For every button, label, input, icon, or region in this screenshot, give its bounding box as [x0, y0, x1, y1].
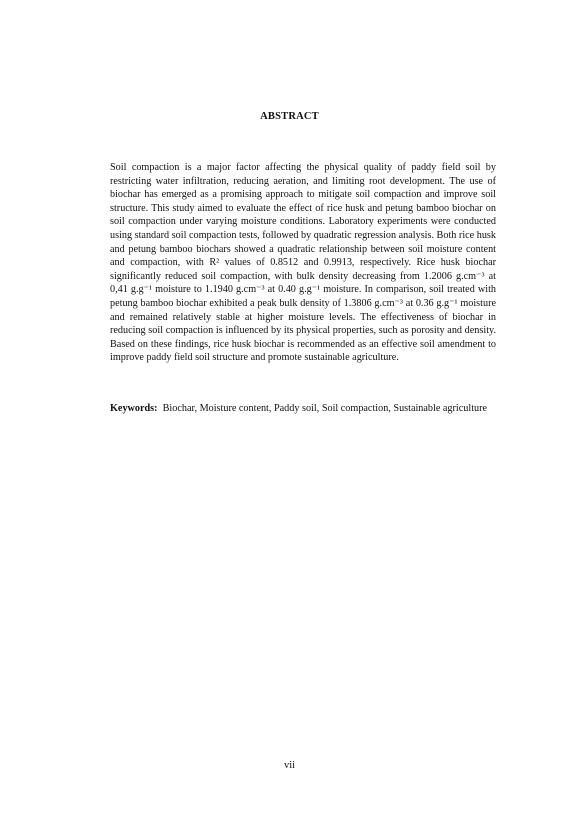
page-number: vii: [283, 760, 296, 771]
abstract-body: Soil compaction is a major factor affecting the physical quality of paddy field soil by restricting water infiltration, reducing aeration, and limiting root development. The use of biochar has emerged as a promising approach to mitigate soil compaction and improve soil structure. This study aimed to evaluate the effect of rice husk and petung bamboo biochar on soil compaction under varying moisture conditions. Laboratory experiments were conducted using standard soil compaction tests, followed by quadratic regression analysis. Both rice husk and petung bamboo biochars showed a quadratic relationship between soil moisture content and compaction, with R² values of 0.8512 and 0.9913, respectively. Rice husk biochar significantly reduced soil compaction, with bulk density decreasing from 1.2006 g.cm⁻³ at 0,41 g.g⁻¹ moisture to 1.1940 g.cm⁻³ at 0.40 g.g⁻¹ moisture. In comparison, soil treated with petung bamboo biochar exhibited a peak bulk density of 1.3806 g.cm⁻³ at 0.36 g.g⁻¹ moisture and remained relatively stable at higher moisture levels. The effectiveness of biochar in reducing soil compaction is influenced by its physical properties, such as porosity and density. Based on these findings, rice husk biochar is recommended as an effective soil amendment to improve paddy field soil structure and promote sustainable agriculture.: [110, 162, 496, 364]
keywords-paragraph: [110, 402, 496, 416]
keywords-label: Keywords:: [110, 403, 158, 414]
abstract-title: ABSTRACT: [260, 111, 319, 122]
keywords-list: Biochar, Moisture content, Paddy soil, Soil compaction, Sustainable agriculture: [162, 403, 488, 414]
